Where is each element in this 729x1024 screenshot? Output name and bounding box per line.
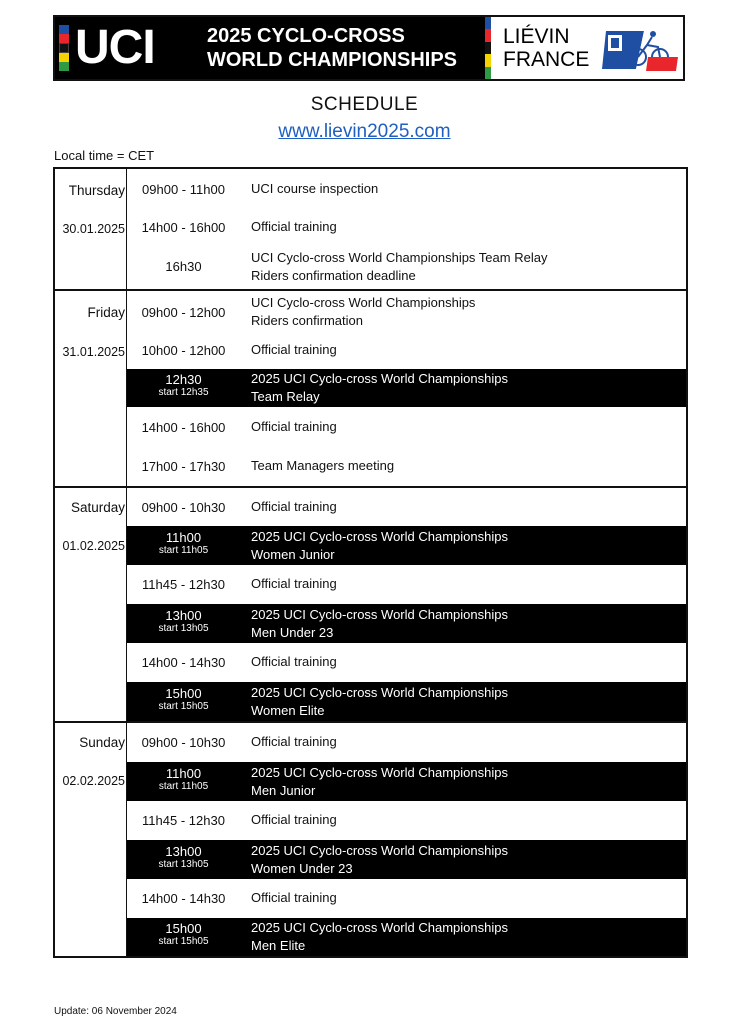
start-time: start 15h05 [158, 936, 209, 947]
schedule-title: SCHEDULE [310, 94, 419, 115]
update-note: Update: 06 November 2024 [54, 1006, 177, 1017]
row-time: 12h30 start 12h35 [127, 372, 240, 399]
row-desc: 2025 UCI Cyclo-cross World Championships Women Elite [251, 685, 508, 718]
row-time: 14h00 - 14h30 [141, 891, 226, 906]
row-time: 14h00 - 16h00 [141, 220, 226, 235]
schedule-row [127, 723, 686, 762]
day-friday [55, 289, 686, 486]
race-row [127, 526, 686, 565]
row-desc: UCI course inspection [251, 181, 379, 196]
row-desc: 2025 UCI Cyclo-cross World Championships Team Relay [251, 371, 508, 404]
schedule-row [127, 488, 686, 526]
day-name: Saturday [70, 500, 125, 515]
day-date: 31.01.2025 [62, 345, 125, 359]
race-row [127, 369, 686, 407]
row-time: 11h00 start 11h05 [127, 766, 240, 793]
schedule-row [127, 169, 686, 207]
start-time: start 13h05 [158, 623, 209, 634]
row-time: 09h00 - 12h00 [141, 305, 226, 320]
row-desc: Official training [251, 734, 337, 749]
schedule-row [127, 291, 686, 331]
header-banner [53, 15, 685, 81]
row-desc: 2025 UCI Cyclo-cross World Championships Men Junior [251, 765, 508, 798]
row-time: 09h00 - 10h30 [141, 735, 226, 750]
row-desc: UCI Cyclo-cross World Championships Riders confirmation [251, 295, 476, 328]
rainbow-bar [485, 17, 491, 79]
schedule-row [127, 407, 686, 447]
race-row [127, 682, 686, 721]
start-time: start 13h05 [158, 859, 209, 870]
row-desc: UCI Cyclo-cross World Championships Team Relay Riders confirmation deadline [251, 250, 548, 283]
uci-logo-text: UCI [75, 21, 155, 74]
row-desc: 2025 UCI Cyclo-cross World Championships Women Under 23 [251, 843, 508, 876]
schedule-table [53, 167, 688, 958]
schedule-row [127, 565, 686, 604]
website-link[interactable]: www.lievin2025.com [278, 121, 451, 142]
schedule-row [127, 643, 686, 682]
day-date: 01.02.2025 [62, 539, 125, 553]
local-time-note: Local time = CET [54, 148, 155, 163]
row-time: 11h45 - 12h30 [142, 577, 225, 592]
row-time: 09h00 - 11h00 [142, 182, 225, 197]
uci-logo [55, 17, 195, 79]
row-desc: Official training [251, 812, 337, 827]
start-time: start 15h05 [158, 701, 209, 712]
schedule-row [127, 331, 686, 369]
row-time: 14h00 - 16h00 [141, 420, 226, 435]
start-time: start 11h05 [158, 545, 209, 556]
day-date: 30.01.2025 [62, 222, 125, 236]
row-desc: Official training [251, 342, 337, 357]
uci-rainbow-stripes [59, 25, 69, 71]
event-title-line2: WORLD CHAMPIONSHIPS [207, 49, 457, 71]
event-title [195, 17, 485, 79]
lievin-cyclist-logo [600, 23, 680, 73]
day-name: Sunday [79, 735, 125, 750]
race-row [127, 762, 686, 801]
row-desc: 2025 UCI Cyclo-cross World Championships Men Under 23 [251, 607, 508, 640]
race-row [127, 604, 686, 643]
schedule-row [127, 207, 686, 245]
row-time: 16h30 [165, 259, 202, 274]
start-time: start 12h35 [158, 387, 209, 398]
row-desc: 2025 UCI Cyclo-cross World Championships Men Elite [251, 920, 508, 953]
location-country: FRANCE [503, 48, 590, 71]
schedule-row [127, 879, 686, 918]
event-title-line1: 2025 CYCLO-CROSS [207, 25, 405, 47]
day-saturday [55, 486, 686, 721]
row-time: 15h00 start 15h05 [127, 921, 240, 948]
schedule-row [127, 801, 686, 840]
day-thursday [55, 169, 686, 289]
row-time: 11h00 start 11h05 [127, 530, 240, 557]
row-desc: Official training [251, 419, 337, 434]
day-sunday [55, 721, 686, 956]
schedule-row [127, 245, 686, 289]
race-row [127, 840, 686, 879]
location-city: LIÉVIN [503, 25, 570, 48]
row-time: 13h00 start 13h05 [127, 608, 240, 635]
schedule-row [127, 447, 686, 486]
row-time: 11h45 - 12h30 [142, 813, 225, 828]
row-desc: Team Managers meeting [251, 458, 395, 473]
row-time: 17h00 - 17h30 [141, 459, 226, 474]
race-row [127, 918, 686, 956]
row-time: 15h00 start 15h05 [127, 686, 240, 713]
row-desc: Official training [251, 576, 337, 591]
day-name: Friday [87, 305, 125, 320]
row-time: 09h00 - 10h30 [141, 500, 226, 515]
row-time: 10h00 - 12h00 [141, 343, 226, 358]
row-time: 13h00 start 13h05 [127, 844, 240, 871]
row-desc: Official training [251, 654, 337, 669]
day-name: Thursday [68, 183, 125, 198]
day-date: 02.02.2025 [62, 774, 125, 788]
row-time: 14h00 - 14h30 [141, 655, 226, 670]
row-desc: Official training [251, 219, 337, 234]
row-desc: 2025 UCI Cyclo-cross World Championships Women Junior [251, 529, 508, 562]
row-desc: Official training [251, 890, 337, 905]
event-location [503, 25, 589, 71]
start-time: start 11h05 [158, 781, 209, 792]
row-desc: Official training [251, 499, 337, 514]
